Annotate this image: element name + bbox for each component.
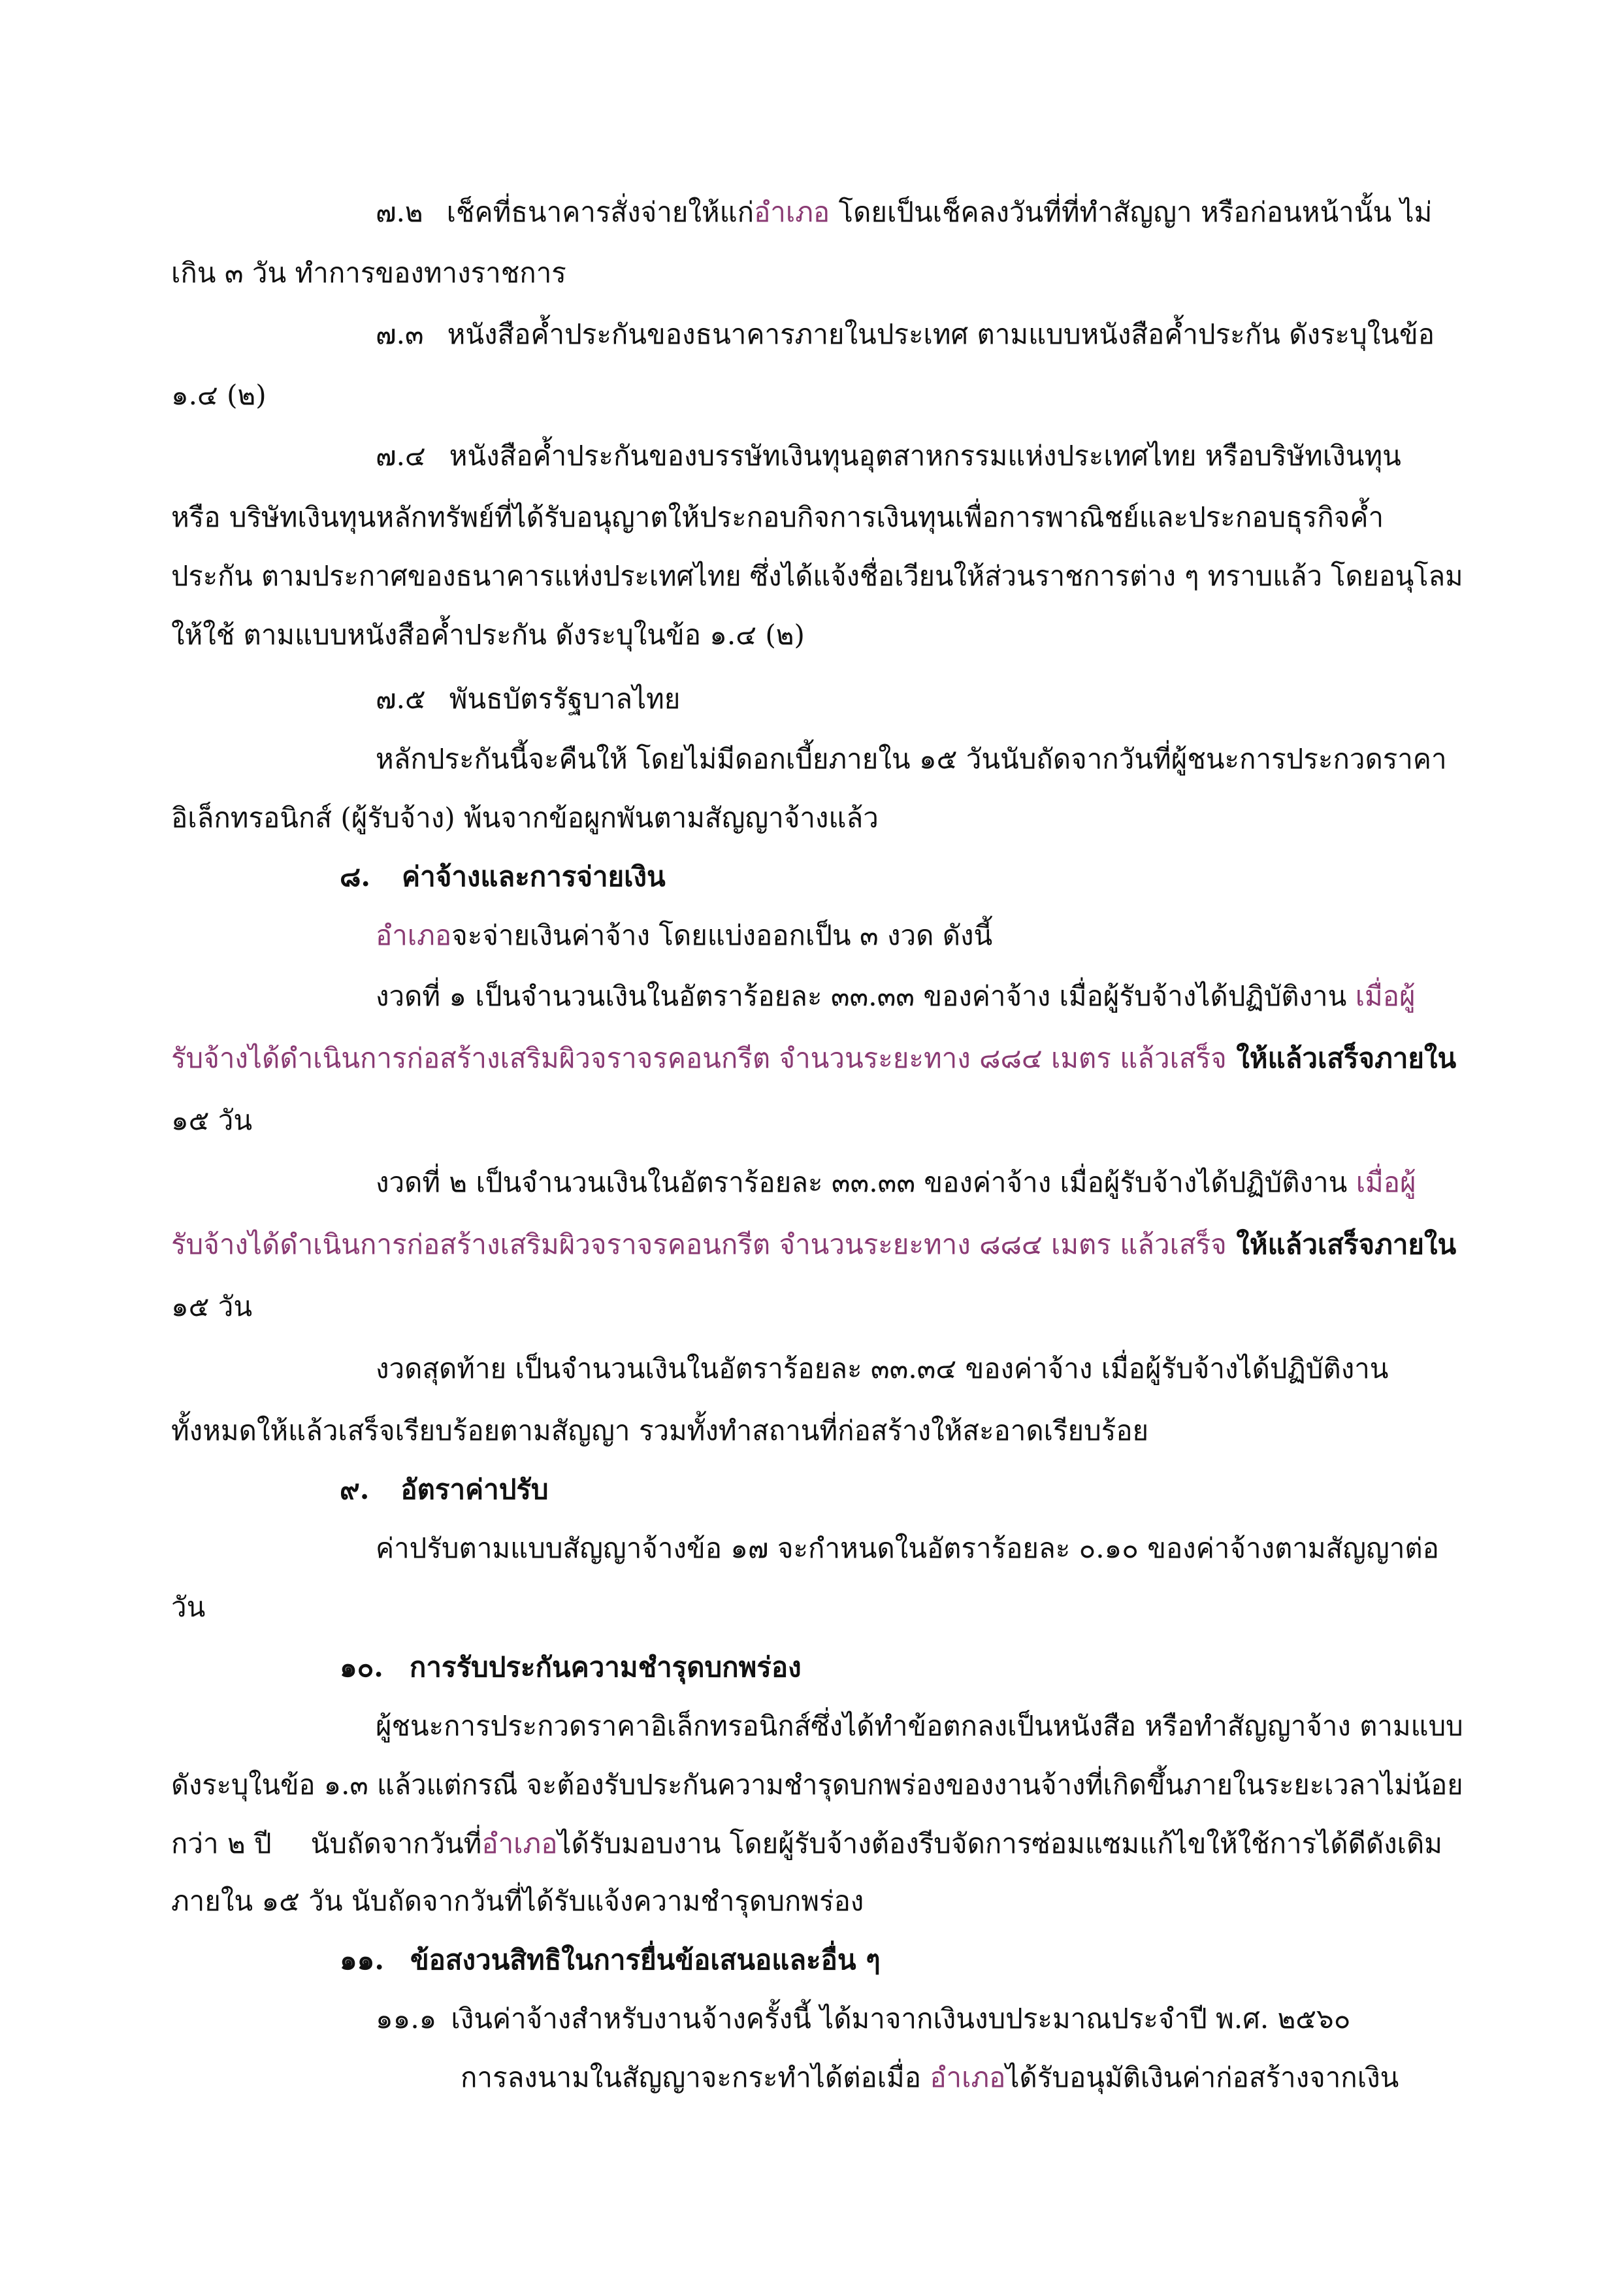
section-10-line-1: ผู้ชนะการประกวดราคาอิเล็กทรอนิกส์ซึ่งได้ทำข้อตกลงเป็นหนังสือ หรือทำสัญญาจ้าง ตามแบบ — [376, 1710, 1463, 1742]
highlight-text: อำเภอ — [481, 1827, 558, 1859]
clause-number: ๗.๒ — [376, 196, 423, 228]
clause-text: ได้รับอนุมัติเงินค่าก่อสร้างจากเงิน — [1005, 2061, 1399, 2093]
section-title: อัตราค่าปรับ — [400, 1473, 549, 1505]
installment-text: งวดที่ ๑ เป็นจำนวนเงินในอัตราร้อยละ ๓๓.๓๓ ของค่าจ้าง เมื่อผู้รับจ้างได้ปฏิบัติงาน — [376, 980, 1356, 1012]
clause-11-1-line-1 — [376, 1999, 1350, 2038]
section-8-heading — [340, 857, 666, 896]
clause-7-2-line-1 — [376, 193, 1432, 232]
section-number: ๙. — [340, 1473, 370, 1505]
highlight-text: รับจ้างได้ดำเนินการก่อสร้างเสริมผิวจราจรคอนกรีต จำนวนระยะทาง ๘๘๔ เมตร แล้วเสร็จ — [171, 1042, 1227, 1074]
section-number: ๘. — [340, 860, 371, 892]
highlight-text: อำเภอ — [376, 919, 452, 951]
highlight-text: รับจ้างได้ดำเนินการก่อสร้างเสริมผิวจราจรคอนกรีต จำนวนระยะทาง ๘๘๔ เมตร แล้วเสร็จ — [171, 1228, 1227, 1260]
highlight-text: เมื่อผู้ — [1355, 980, 1416, 1012]
section-text: นับถัดจากวันที่ — [310, 1827, 482, 1859]
clause-number: ๗.๔ — [376, 440, 426, 472]
clause-text: พันธบัตรรัฐบาลไทย — [449, 683, 681, 715]
intro-text: จะจ่ายเงินค่าจ้าง โดยแบ่งออกเป็น ๓ งวด ดังนี้ — [451, 919, 993, 951]
clause-11-1-line-2 — [461, 2058, 1399, 2097]
clause-7-4-line-4: ให้ใช้ ตามแบบหนังสือค้ำประกัน ดังระบุในข้อ ๑.๔ (๒) — [171, 619, 805, 651]
clause-number: ๗.๕ — [376, 683, 426, 715]
section-10-line-3 — [171, 1824, 1442, 1863]
highlight-text: เมื่อผู้ — [1356, 1166, 1416, 1198]
security-return-line-2: อิเล็กทรอนิกส์ (ผู้รับจ้าง) พ้นจากข้อผูกพันตามสัญญาจ้างแล้ว — [171, 802, 879, 834]
section-9-heading — [340, 1470, 549, 1509]
clause-text: หนังสือค้ำประกันของบรรษัทเงินทุนอุตสาหกรรมแห่งประเทศไทย หรือบริษัทเงินทุน — [449, 440, 1401, 472]
installment-final-line-1: งวดสุดท้าย เป็นจำนวนเงินในอัตราร้อยละ ๓๓.๓๔ ของค่าจ้าง เมื่อผู้รับจ้างได้ปฏิบัติงาน — [376, 1352, 1389, 1384]
installment-2-line-2 — [171, 1225, 1456, 1264]
section-title: ข้อสงวนสิทธิในการยื่นข้อเสนอและอื่น ๆ — [410, 1944, 881, 1976]
highlight-text: อำเภอ — [754, 196, 830, 228]
section-9-line-2: วัน — [171, 1591, 206, 1623]
installment-text: ให้แล้วเสร็จภายใน — [1226, 1042, 1457, 1074]
warranty-period: กว่า ๒ ปี — [171, 1827, 272, 1859]
installment-1-line-1 — [376, 977, 1416, 1016]
installment-1-line-3: ๑๕ วัน — [171, 1104, 253, 1136]
clause-text: เงินค่าจ้างสำหรับงานจ้างครั้งนี้ ได้มาจากเงินงบประมาณประจำปี พ.ศ. ๒๕๖๐ — [451, 2003, 1351, 2035]
installment-2-line-3: ๑๕ วัน — [171, 1290, 253, 1322]
clause-7-5-line — [376, 679, 680, 719]
clause-7-2-line-2: เกิน ๓ วัน ทำการของทางราชการ — [171, 257, 566, 289]
clause-7-4-line-1 — [376, 436, 1401, 476]
clause-number: ๑๑.๑ — [376, 2003, 437, 2035]
security-return-line-1: หลักประกันนี้จะคืนให้ โดยไม่มีดอกเบี้ยภายใน ๑๕ วันนับถัดจากวันที่ผู้ชนะการประกวดราคา — [376, 743, 1447, 775]
clause-7-3-line-2: ๑.๔ (๒) — [171, 379, 267, 411]
clause-text: เช็คที่ธนาคารสั่งจ่ายให้แก่ — [446, 196, 755, 228]
section-10-heading — [340, 1648, 802, 1687]
clause-7-3-line-1 — [376, 315, 1435, 354]
section-10-line-2: ดังระบุในข้อ ๑.๓ แล้วแต่กรณี จะต้องรับประกันความชำรุดบกพร่องของงานจ้างที่เกิดขึ้นภายในระยะเวลาไม่น้อย — [171, 1769, 1463, 1801]
section-title: ค่าจ้างและการจ่ายเงิน — [402, 860, 666, 892]
section-title: การรับประกันความชำรุดบกพร่อง — [409, 1651, 802, 1683]
clause-7-4-line-2: หรือ บริษัทเงินทุนหลักทรัพย์ที่ได้รับอนุญาตให้ประกอบกิจการเงินทุนเพื่อการพาณิชย์และประกอบธุรกิจค้ำ — [171, 501, 1384, 533]
section-9-line-1: ค่าปรับตามแบบสัญญาจ้างข้อ ๑๗ จะกำหนดในอัตราร้อยละ ๐.๑๐ ของค่าจ้างตามสัญญาต่อ — [376, 1532, 1439, 1564]
clause-text: โดยเป็นเช็คลงวันที่ที่ทำสัญญา หรือก่อนหน้านั้น ไม่ — [830, 196, 1433, 228]
section-11-heading — [340, 1940, 881, 1980]
section-8-intro — [376, 916, 992, 955]
section-10-line-4: ภายใน ๑๕ วัน นับถัดจากวันที่ได้รับแจ้งความชำรุดบกพร่อง — [171, 1885, 864, 1917]
clause-text: การลงนามในสัญญาจะกระทำได้ต่อเมื่อ — [461, 2061, 930, 2093]
installment-text: ให้แล้วเสร็จภายใน — [1226, 1228, 1457, 1260]
section-number: ๑๐. — [340, 1651, 383, 1683]
installment-final-line-2: ทั้งหมดให้แล้วเสร็จเรียบร้อยตามสัญญา รวมทั้งทำสถานที่ก่อสร้างให้สะอาดเรียบร้อย — [171, 1415, 1149, 1447]
clause-7-4-line-3: ประกัน ตามประกาศของธนาคารแห่งประเทศไทย ซึ่งได้แจ้งชื่อเวียนให้ส่วนราชการต่าง ๆ ทราบแล้ว โดยอนุโลม — [171, 560, 1463, 592]
installment-text: งวดที่ ๒ เป็นจำนวนเงินในอัตราร้อยละ ๓๓.๓๓ ของค่าจ้าง เมื่อผู้รับจ้างได้ปฏิบัติงาน — [376, 1166, 1356, 1198]
section-text: ได้รับมอบงาน โดยผู้รับจ้างต้องรีบจัดการซ่อมแซมแก้ไขให้ใช้การได้ดีดังเดิม — [557, 1827, 1442, 1859]
highlight-text: อำเภอ — [930, 2061, 1006, 2093]
section-number: ๑๑. — [340, 1944, 384, 1976]
installment-2-line-1 — [376, 1163, 1416, 1202]
installment-1-line-2 — [171, 1039, 1456, 1078]
clause-text: หนังสือค้ำประกันของธนาคารภายในประเทศ ตามแบบหนังสือค้ำประกัน ดังระบุในข้อ — [447, 318, 1435, 350]
clause-number: ๗.๓ — [376, 318, 424, 350]
